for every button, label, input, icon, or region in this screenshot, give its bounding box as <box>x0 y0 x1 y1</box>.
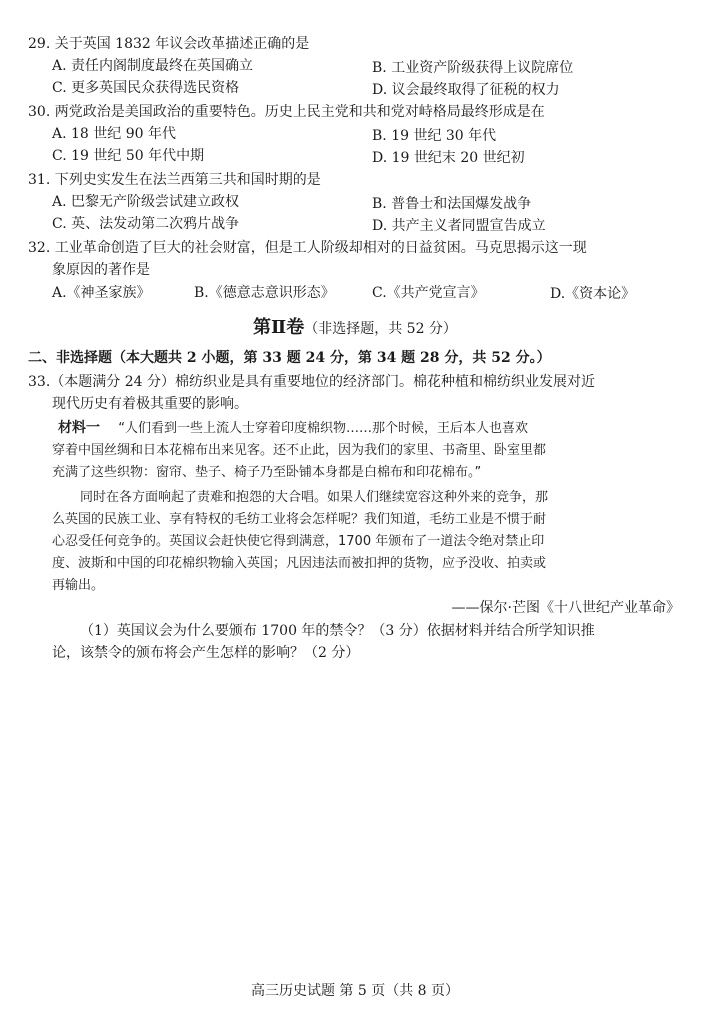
question-32-option-d: D.《资本论》 <box>550 286 636 302</box>
section-title-main: 第Ⅱ卷 <box>253 317 305 338</box>
question-29-option-d: D. 议会最终取得了征税的权力 <box>372 82 560 98</box>
question-31-option-b: B. 普鲁士和法国爆发战争 <box>372 196 532 212</box>
section-subtitle: （非选择题，共 52 分） <box>304 321 457 337</box>
material-1-line6: 心忍受任何竞争的。英国议会赶快使它得到满意，1700 年颁布了一道法令绝对禁止印 <box>52 534 545 549</box>
question-30-option-a: A. 18 世纪 90 年代 <box>52 126 176 142</box>
question-29-option-a: A. 责任内阁制度最终在英国确立 <box>52 58 254 74</box>
question-31-option-c: C. 英、法发动第二次鸦片战争 <box>52 216 240 232</box>
material-1-line5: 么英国的民族工业、享有特权的毛纺工业将会怎样呢？我们知道，毛纺工业是不惯于耐 <box>52 512 547 527</box>
question-33-intro-line2: 现代历史有着极其重要的影响。 <box>52 396 248 412</box>
question-30-option-c: C. 19 世纪 50 年代中期 <box>52 148 205 164</box>
material-1-line1 <box>58 418 528 439</box>
question-32-stem-line2: 象原因的著作是 <box>52 262 150 278</box>
question-31-stem: 31. 下列史实发生在法兰西第三共和国时期的是 <box>28 172 321 188</box>
question-33-sub1-line1: （1）英国议会为什么要颁布 1700 年的禁令？（3 分）依据材料并结合所学知识推 <box>80 623 595 639</box>
part-two-heading: 二、非选择题（本大题共 2 小题，第 33 题 24 分，第 34 题 28 分，共 52 分。） <box>28 350 551 366</box>
question-29-option-c: C. 更多英国民众获得选民资格 <box>52 80 240 96</box>
page-footer: 高三历史试题 第 5 页（共 8 页） <box>250 983 460 999</box>
material-1-line2: 穿着中国丝绸和日本花棉布出来见客。还不止此，因为我们的家里、书斋里、卧室里都 <box>52 443 547 458</box>
material-1-line8: 再输出。 <box>52 578 105 593</box>
material-1-line7: 度、波斯和中国的印花棉织物输入英国；凡因违法而被扣押的货物，应予没收、拍卖或 <box>52 556 547 571</box>
material-1-source: ——保尔·芒图《十八世纪产业革命》 <box>451 600 680 616</box>
question-30-option-b: B. 19 世纪 30 年代 <box>372 128 497 144</box>
question-33-intro-line1: 33.（本题满分 24 分）棉纺织业是具有重要地位的经济部门。棉花种植和棉纺织业发展对近 <box>28 374 595 390</box>
question-32-stem-line1: 32. 工业革命创造了巨大的社会财富，但是工人阶级却相对的日益贫困。马克思揭示这一现 <box>28 240 587 256</box>
question-29-stem: 29. 关于英国 1832 年议会改革描述正确的是 <box>28 36 310 52</box>
question-30-stem: 30. 两党政治是美国政治的重要特色。历史上民主党和共和党对峙格局最终形成是在 <box>28 104 545 120</box>
material-1-line3: 充满了这些织物：窗帘、垫子、椅子乃至卧铺本身都是白棉布和印花棉布。” <box>52 465 482 480</box>
question-32-option-a: A.《神圣家族》 <box>52 285 151 301</box>
material-1-text-1: “人们看到一些上流人士穿着印度棉织物……那个时候，王后本人也喜欢 <box>118 421 529 436</box>
question-31-option-d: D. 共产主义者同盟宣告成立 <box>372 218 546 234</box>
material-1-line4: 同时在各方面响起了责难和抱怨的大合唱。如果人们继续宽容这种外来的竞争，那 <box>80 490 549 505</box>
section-title <box>0 316 710 341</box>
question-31-option-a: A. 巴黎无产阶级尝试建立政权 <box>52 194 240 210</box>
material-1-label: 材料一 <box>58 420 100 436</box>
question-33-sub1-line2: 论，该禁令的颁布将会产生怎样的影响？（2 分） <box>52 645 360 661</box>
question-29-option-b: B. 工业资产阶级获得上议院席位 <box>372 60 574 76</box>
question-32-option-b: B.《德意志意识形态》 <box>194 285 335 301</box>
question-30-option-d: D. 19 世纪末 20 世纪初 <box>372 150 525 166</box>
question-32-option-c: C.《共产党宣言》 <box>372 285 485 301</box>
